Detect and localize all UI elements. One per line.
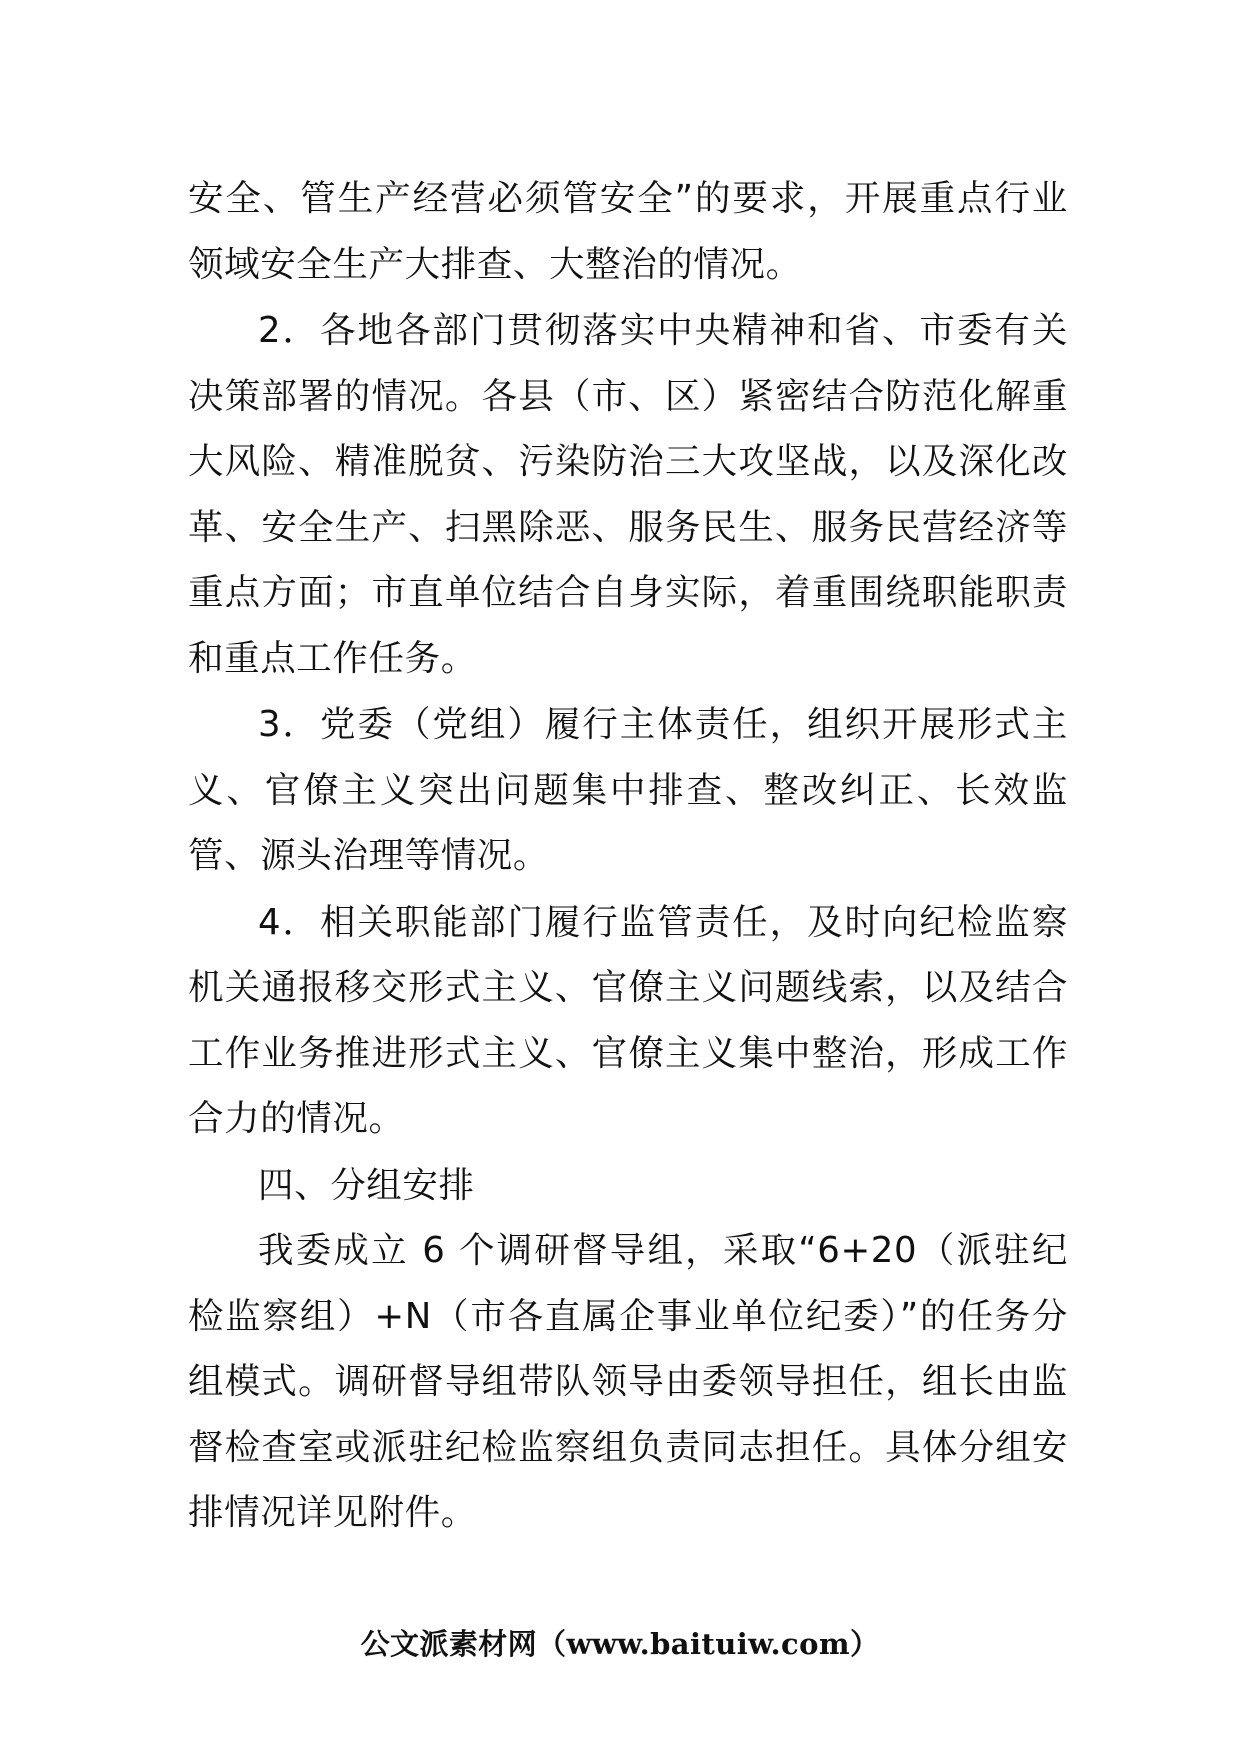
document-body: [188, 166, 1068, 1547]
footer-watermark: 公文派素材网（www.baituiw.com）: [360, 1627, 880, 1661]
paragraph-item-3: 3．党委（党组）履行主体责任，组织开展形式主义、官僚主义突出问题集中排查、整改纠正、长效监管、源头治理等情况。: [188, 704, 1068, 876]
section-heading: 四、分组安排: [258, 1164, 475, 1206]
paragraph-grouping: 我委成立 6 个调研督导组，采取“6+20（派驻纪检监察组）+N（市各直属企事业单位纪委）”的任务分组模式。调研督导组带队领导由委领导担任，组长由监督检查室或派驻纪检监察组负责同志担任。具体分组安排情况详见附件。: [188, 1230, 1068, 1533]
paragraph-item-2: 2．各地各部门贯彻落实中央精神和省、市委有关决策部署的情况。各县（市、区）紧密结合防范化解重大风险、精准脱贫、污染防治三大攻坚战，以及深化改革、安全生产、扫黑除恶、服务民生、服务民营经济等重点方面；市直单位结合自身实际，着重围绕职能职责和重点工作任务。: [188, 310, 1068, 679]
paragraph-continued: 安全、管生产经营必须管安全”的要求，开展重点行业领域安全生产大排查、大整治的情况。: [188, 178, 1068, 285]
paragraph-item-4: 4．相关职能部门履行监管责任，及时向纪检监察机关通报移交形式主义、官僚主义问题线索，以及结合工作业务推进形式主义、官僚主义集中整治，形成工作合力的情况。: [188, 901, 1068, 1139]
